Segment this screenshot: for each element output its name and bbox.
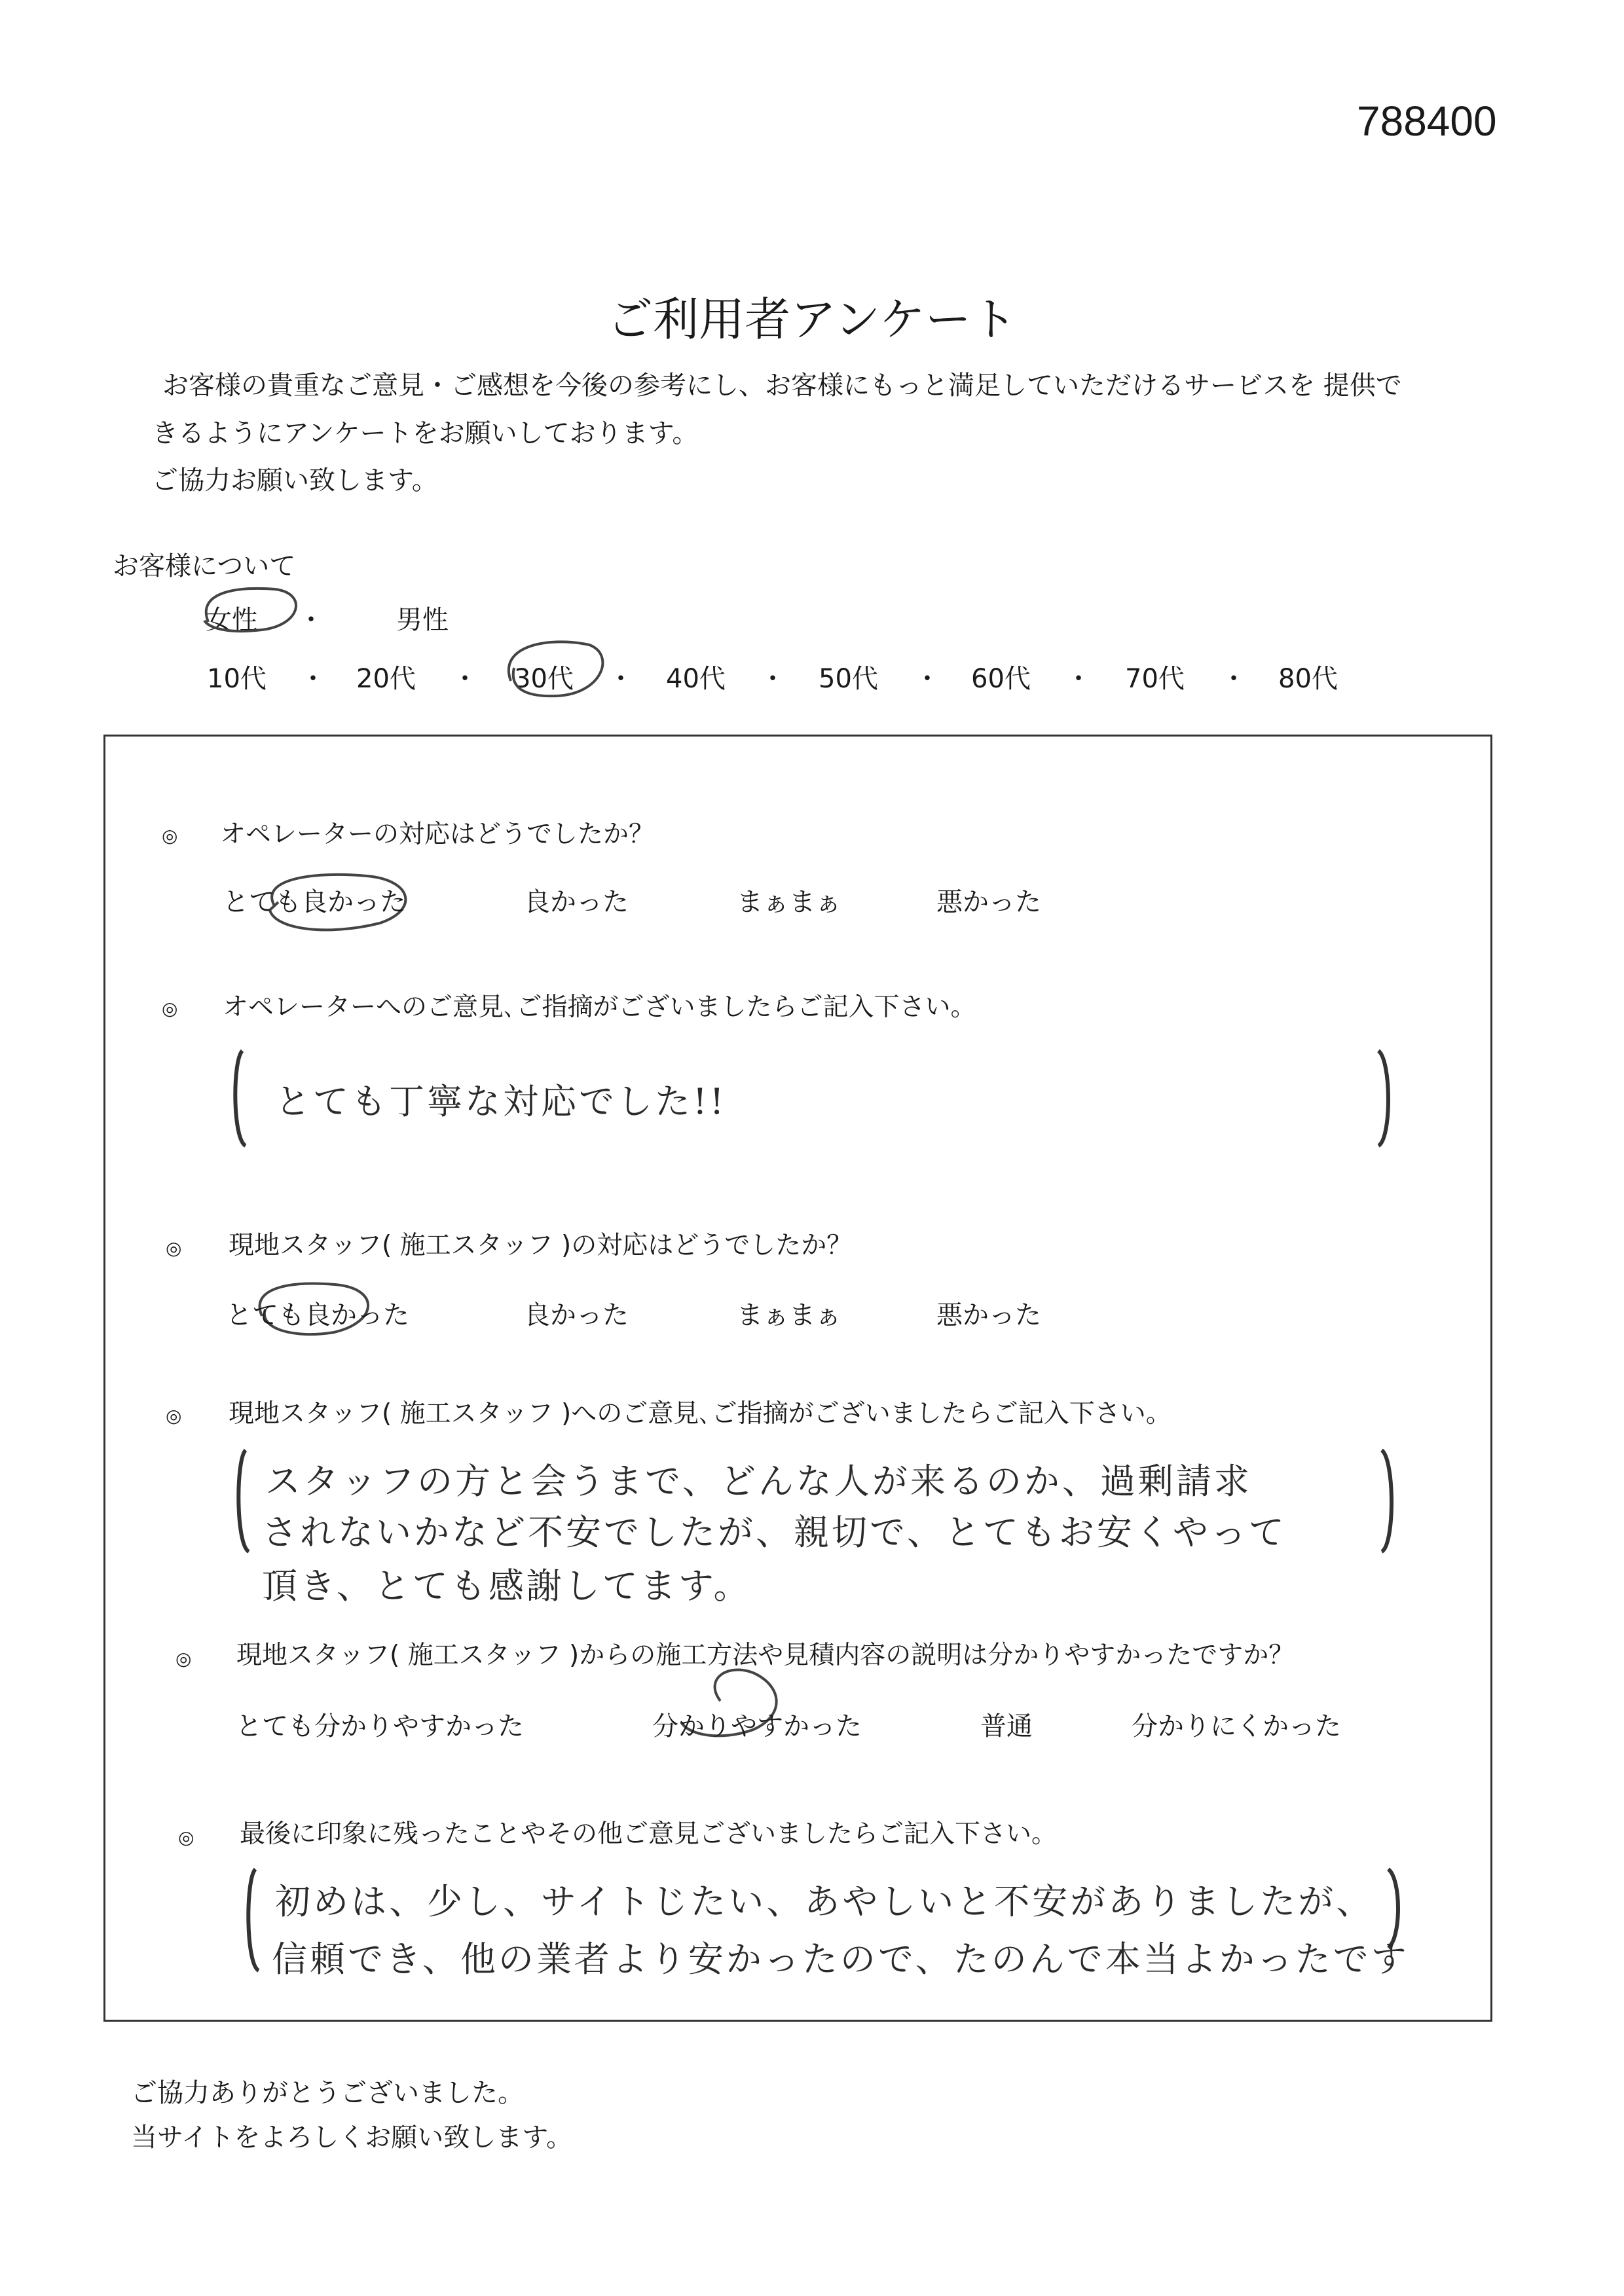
intro-line-1: お客様の貴重なご意見・ご感想を今後の参考にし、お客様にもっと満足していただけるサービスを 提供で bbox=[162, 371, 1402, 401]
answer-4-line-3: 頂き、とても感謝してます。 bbox=[262, 1565, 752, 1607]
question-bullet: ◎ bbox=[162, 998, 178, 1019]
footer-thanks: ご協力ありがとうございました。 bbox=[131, 2078, 524, 2108]
separator-dot: ・ bbox=[1221, 664, 1247, 694]
gender-option-male[interactable]: 男性 bbox=[396, 605, 449, 635]
age-option-80s[interactable]: 80代 bbox=[1278, 664, 1338, 694]
answer-6-line-2: 信頼でき、他の業者より安かったので、たのんで本当よかったです bbox=[272, 1939, 1409, 1980]
circle-mark-30s bbox=[509, 642, 603, 696]
age-option-30s[interactable]: 30代 bbox=[514, 664, 574, 694]
q3-option-good[interactable]: 良かった bbox=[524, 1300, 629, 1330]
footer-request: 当サイトをよろしくお願い致します。 bbox=[131, 2123, 572, 2153]
separator-dot: ・ bbox=[300, 664, 326, 694]
circle-mark-female bbox=[204, 589, 296, 631]
q5-option-normal[interactable]: 普通 bbox=[980, 1711, 1033, 1741]
page-title: ご利用者アンケート bbox=[607, 293, 1017, 346]
separator-dot: ・ bbox=[914, 664, 940, 694]
q1-option-average[interactable]: まぁまぁ bbox=[737, 887, 841, 917]
age-option-70s[interactable]: 70代 bbox=[1125, 664, 1185, 694]
answer-2-handwriting: とても丁寧な対応でした!! bbox=[275, 1081, 727, 1122]
q5-option-unclear[interactable]: 分かりにくかった bbox=[1132, 1711, 1341, 1741]
question-6-text: 最後に印象に残ったことやその他ご意見ございましたらご記入下さい。 bbox=[240, 1819, 1058, 1849]
intro-line-3: ご協力お願い致します。 bbox=[152, 465, 438, 496]
question-bullet: ◎ bbox=[175, 1648, 192, 1669]
answer-6-line-1: 初めは、少し、サイトじたい、あやしいと不安がありましたが、 bbox=[275, 1881, 1375, 1922]
question-bullet: ◎ bbox=[166, 1237, 182, 1259]
question-3-text: 現地スタッフ( 施工スタッフ )の対応はどうでしたか？ bbox=[229, 1231, 853, 1260]
q5-option-clear[interactable]: 分かりやすかった bbox=[652, 1711, 862, 1741]
q3-option-bad[interactable]: 悪かった bbox=[936, 1300, 1041, 1330]
answer-4-line-1: スタッフの方と会うまで、どんな人が来るのか、過剰請求 bbox=[265, 1461, 1252, 1502]
question-bullet: ◎ bbox=[178, 1827, 194, 1848]
q1-option-good[interactable]: 良かった bbox=[524, 887, 629, 917]
age-option-50s[interactable]: 50代 bbox=[819, 664, 878, 694]
question-bullet: ◎ bbox=[166, 1405, 182, 1427]
question-1-text: オペレーターの対応はどうでしたか？ bbox=[220, 820, 655, 849]
document-number: 788400 bbox=[1357, 98, 1497, 145]
separator-dot: ・ bbox=[1065, 664, 1092, 694]
question-5-text: 現地スタッフ( 施工スタッフ )からの施工方法や見積内容の説明は分かりやすかったですか？ bbox=[236, 1641, 1295, 1670]
separator-dot: ・ bbox=[608, 664, 634, 694]
age-option-20s[interactable]: 20代 bbox=[356, 664, 416, 694]
q5-option-very-clear[interactable]: とても分かりやすかった bbox=[236, 1711, 524, 1741]
age-option-60s[interactable]: 60代 bbox=[971, 664, 1031, 694]
separator-dot: ・ bbox=[452, 664, 478, 694]
q1-option-bad[interactable]: 悪かった bbox=[936, 887, 1041, 917]
answer-4-line-2: されないかなど不安でしたが、親切で、とてもお安くやって bbox=[262, 1512, 1287, 1553]
separator-dot: ・ bbox=[298, 605, 324, 635]
intro-line-2: きるようにアンケートをお願いしております。 bbox=[152, 418, 699, 448]
q3-option-very-good[interactable]: とても良かった bbox=[226, 1300, 409, 1330]
question-bullet: ◎ bbox=[162, 825, 178, 847]
q3-option-average[interactable]: まぁまぁ bbox=[737, 1300, 841, 1330]
q1-option-very-good[interactable]: とても良かった bbox=[223, 887, 406, 917]
question-2-text: オペレーターへのご意見､ご指摘がございましたらご記入下さい。 bbox=[223, 993, 976, 1022]
separator-dot: ・ bbox=[760, 664, 786, 694]
customer-heading: お客様について bbox=[113, 551, 296, 581]
gender-option-female[interactable]: 女性 bbox=[206, 605, 258, 635]
age-option-40s[interactable]: 40代 bbox=[666, 664, 726, 694]
question-4-text: 現地スタッフ( 施工スタッフ )へのご意見､ご指摘がございましたらご記入下さい。 bbox=[229, 1399, 1172, 1429]
age-option-10s[interactable]: 10代 bbox=[207, 664, 267, 694]
